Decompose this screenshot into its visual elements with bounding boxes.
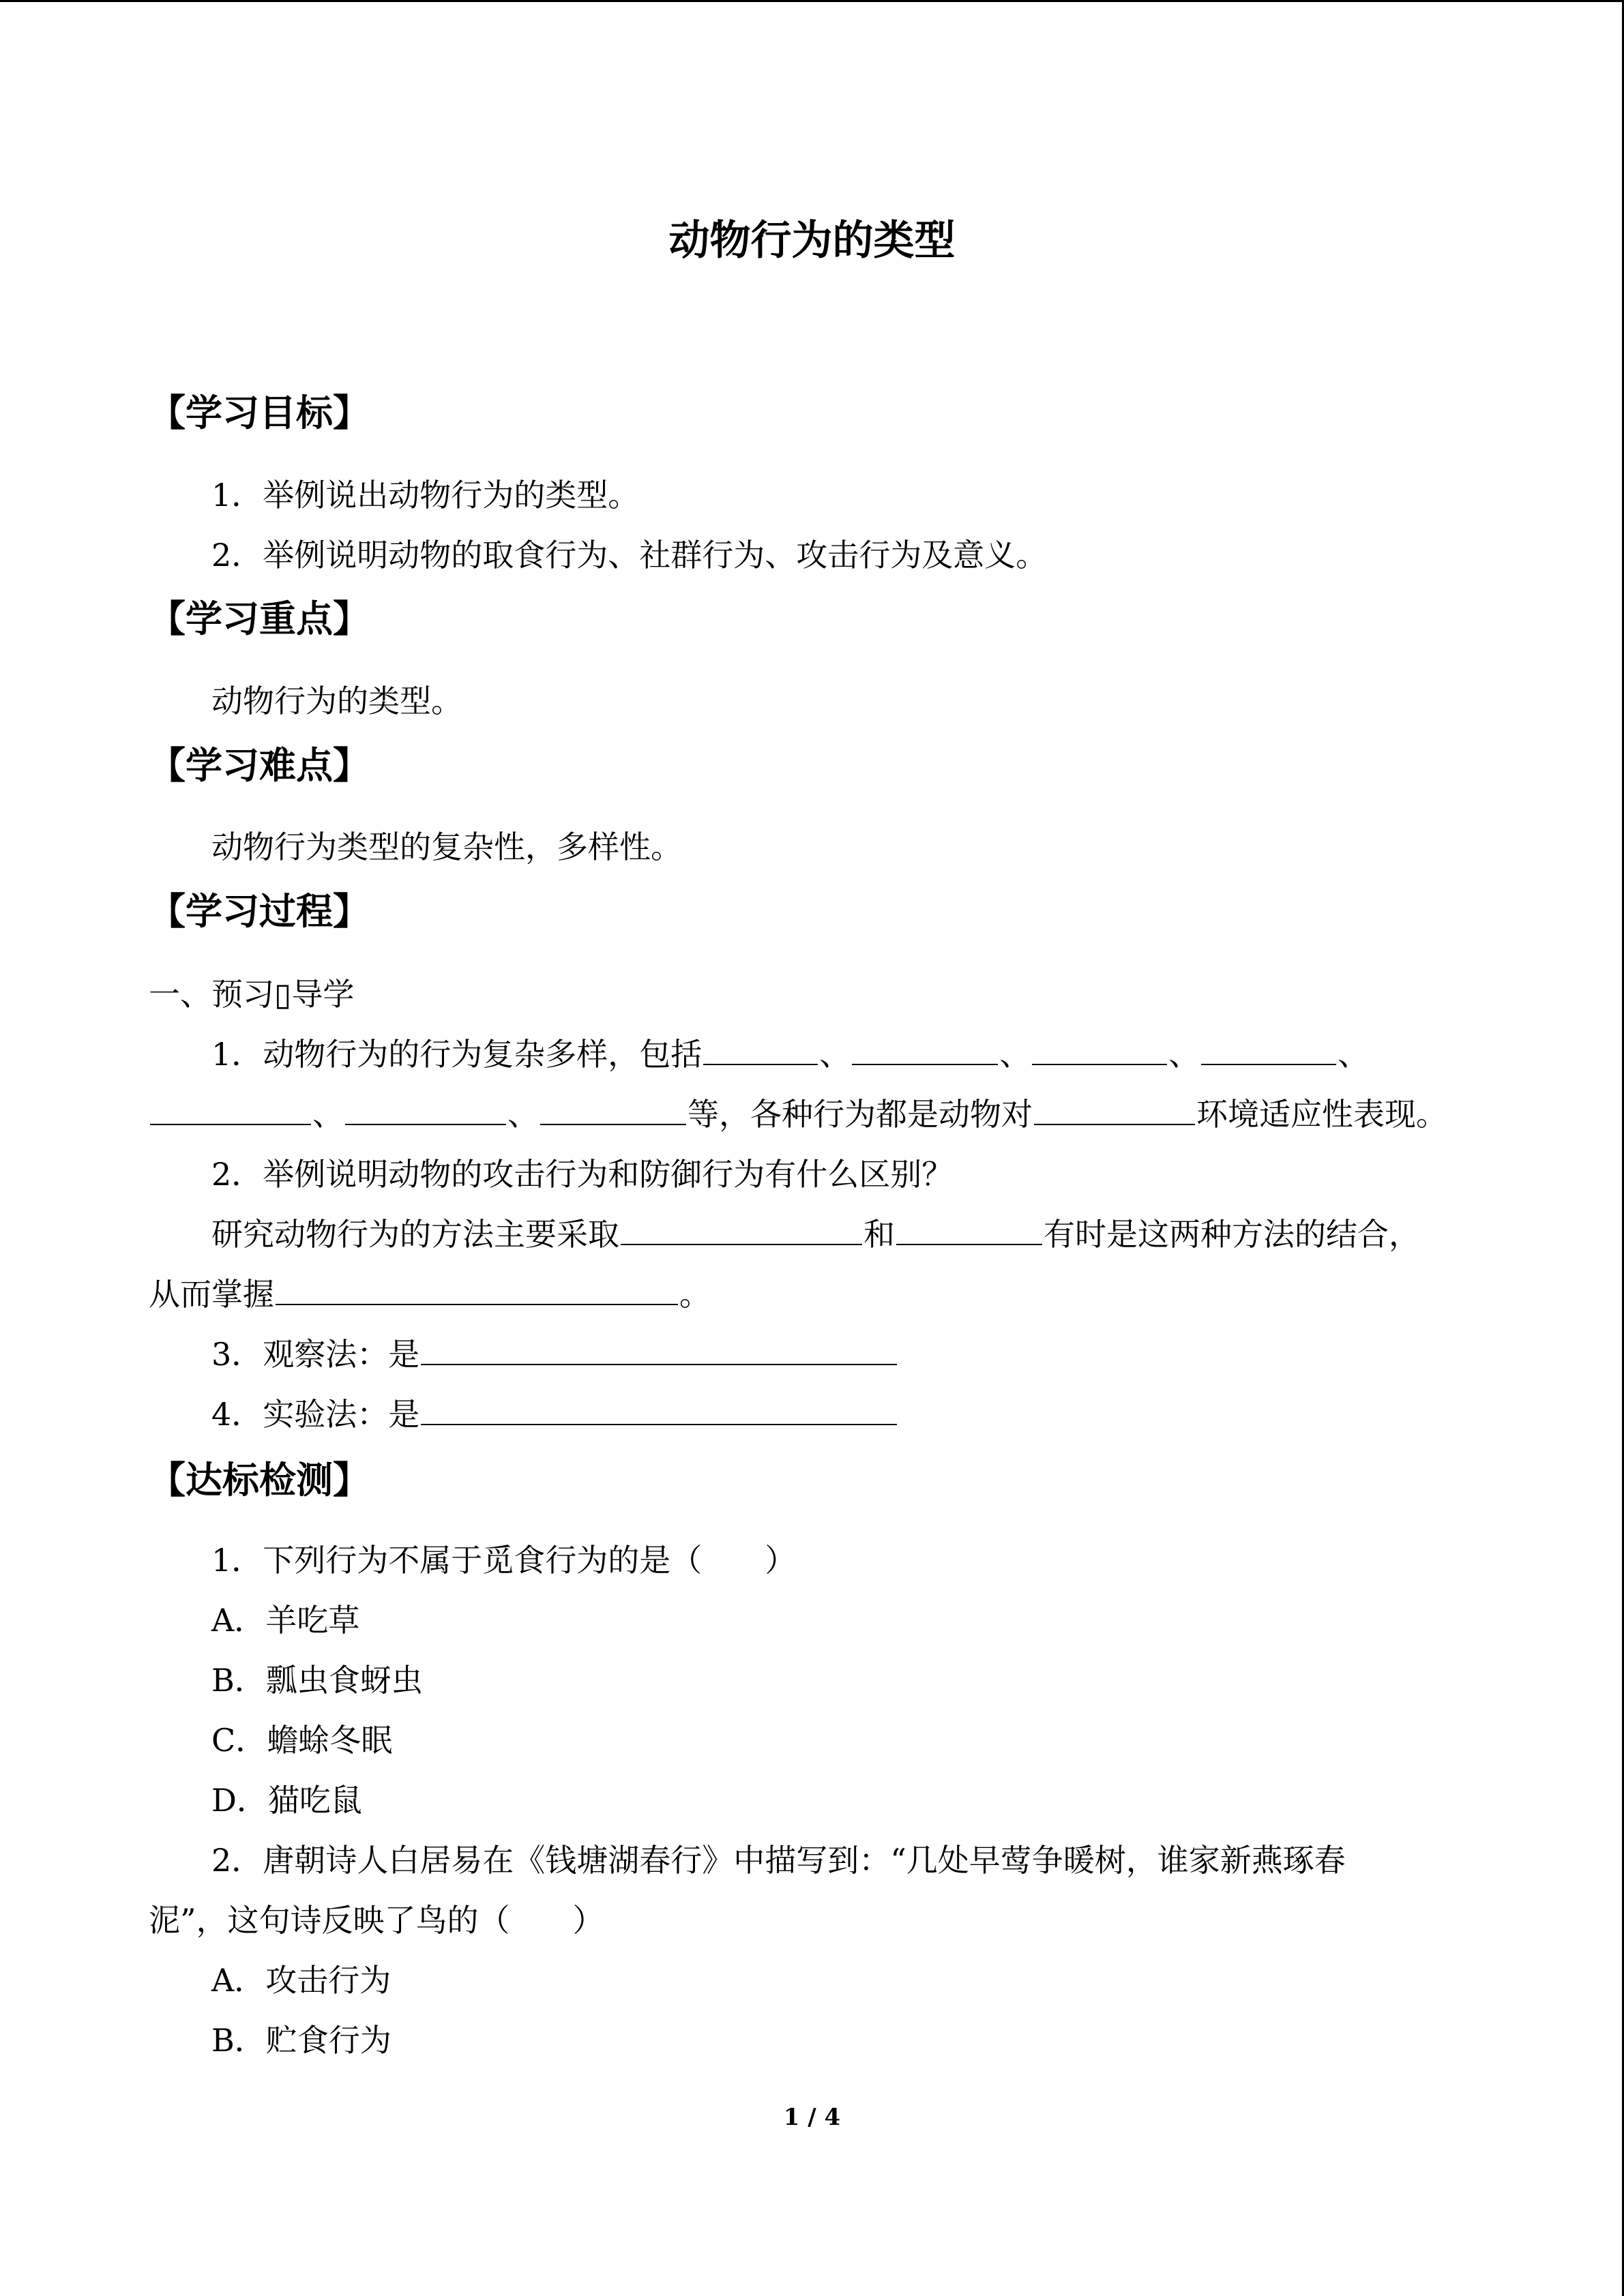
answer-blank[interactable] bbox=[1201, 1032, 1336, 1065]
answer-blank[interactable] bbox=[703, 1032, 818, 1065]
answer-blank[interactable] bbox=[621, 1212, 862, 1245]
page-number: 1 / 4 bbox=[783, 2104, 841, 2131]
question-text: 4．实验法：是 bbox=[211, 1396, 420, 1433]
question-text: 等，各种行为都是动物对 bbox=[688, 1096, 1033, 1133]
section-heading-process: 【学习过程】 bbox=[149, 889, 370, 933]
section-heading-assessment: 【达标检测】 bbox=[149, 1458, 370, 1502]
section-heading-objectives: 【学习目标】 bbox=[149, 391, 370, 434]
answer-option: D．猫吃鼠 bbox=[211, 1782, 362, 1819]
question-text: 环境适应性表现。 bbox=[1196, 1096, 1447, 1133]
question-text: 1．动物行为的行为复杂多样，包括 bbox=[211, 1036, 703, 1073]
separator: 、 bbox=[819, 1036, 851, 1073]
page-border-top bbox=[0, 0, 1624, 2]
preview-heading: 一、预习▯导学 bbox=[149, 976, 355, 1013]
answer-blank[interactable] bbox=[421, 1332, 897, 1365]
section-heading-difficulties: 【学习难点】 bbox=[149, 743, 370, 787]
answer-option: B．瓢虫食蚜虫 bbox=[211, 1662, 423, 1699]
question-stem-continued: 泥”，这句诗反映了鸟的（ ） bbox=[149, 1902, 604, 1939]
methods-line-1 bbox=[211, 1212, 1420, 1256]
objective-item: 2．举例说明动物的取食行为、社群行为、攻击行为及意义。 bbox=[211, 537, 1048, 573]
key-point-text: 动物行为的类型。 bbox=[211, 683, 462, 719]
answer-blank[interactable] bbox=[150, 1092, 311, 1125]
question-text: 从而掌握 bbox=[149, 1276, 274, 1313]
question-stem: 2．唐朝诗人白居易在《钱塘湖春行》中描写到：“几处早莺争暖树，谁家新燕琢春 bbox=[211, 1842, 1346, 1879]
objective-item: 1．举例说出动物行为的类型。 bbox=[211, 477, 640, 513]
section-heading-key-points: 【学习重点】 bbox=[149, 597, 370, 640]
answer-option: A．攻击行为 bbox=[211, 1962, 392, 1999]
separator: 、 bbox=[1168, 1036, 1200, 1073]
question-text: 3．观察法：是 bbox=[211, 1336, 420, 1373]
separator: 、 bbox=[1338, 1036, 1370, 1073]
answer-option: C．蟾蜍冬眠 bbox=[211, 1722, 393, 1759]
answer-blank[interactable] bbox=[345, 1092, 506, 1125]
preview-question-3 bbox=[211, 1332, 898, 1376]
question-text: 研究动物行为的方法主要采取 bbox=[211, 1216, 619, 1253]
answer-blank[interactable] bbox=[896, 1212, 1042, 1245]
answer-blank[interactable] bbox=[1034, 1092, 1195, 1125]
answer-blank[interactable] bbox=[276, 1272, 678, 1305]
answer-blank[interactable] bbox=[540, 1092, 686, 1125]
answer-blank[interactable] bbox=[852, 1032, 998, 1065]
question-text: 。 bbox=[679, 1276, 711, 1313]
answer-blank[interactable] bbox=[421, 1392, 897, 1425]
answer-option: A．羊吃草 bbox=[211, 1602, 360, 1639]
separator: 、 bbox=[312, 1096, 344, 1133]
preview-question-1-line-1 bbox=[211, 1032, 1369, 1076]
preview-question-1-line-2 bbox=[149, 1092, 1447, 1136]
separator: 、 bbox=[507, 1096, 539, 1133]
answer-blank[interactable] bbox=[1032, 1032, 1167, 1065]
question-text: 和 bbox=[863, 1216, 895, 1253]
methods-line-2 bbox=[149, 1272, 711, 1316]
question-text: 有时是这两种方法的结合， bbox=[1044, 1216, 1420, 1253]
separator: 、 bbox=[999, 1036, 1031, 1073]
difficulty-text: 动物行为类型的复杂性，多样性。 bbox=[211, 829, 682, 865]
preview-question-4 bbox=[211, 1392, 898, 1436]
preview-question-2: 2．举例说明动物的攻击行为和防御行为有什么区别？ bbox=[211, 1156, 954, 1193]
page-title: 动物行为的类型 bbox=[668, 217, 956, 265]
answer-option: B．贮食行为 bbox=[211, 2022, 392, 2059]
question-stem: 1．下列行为不属于觅食行为的是（ ） bbox=[211, 1542, 797, 1579]
